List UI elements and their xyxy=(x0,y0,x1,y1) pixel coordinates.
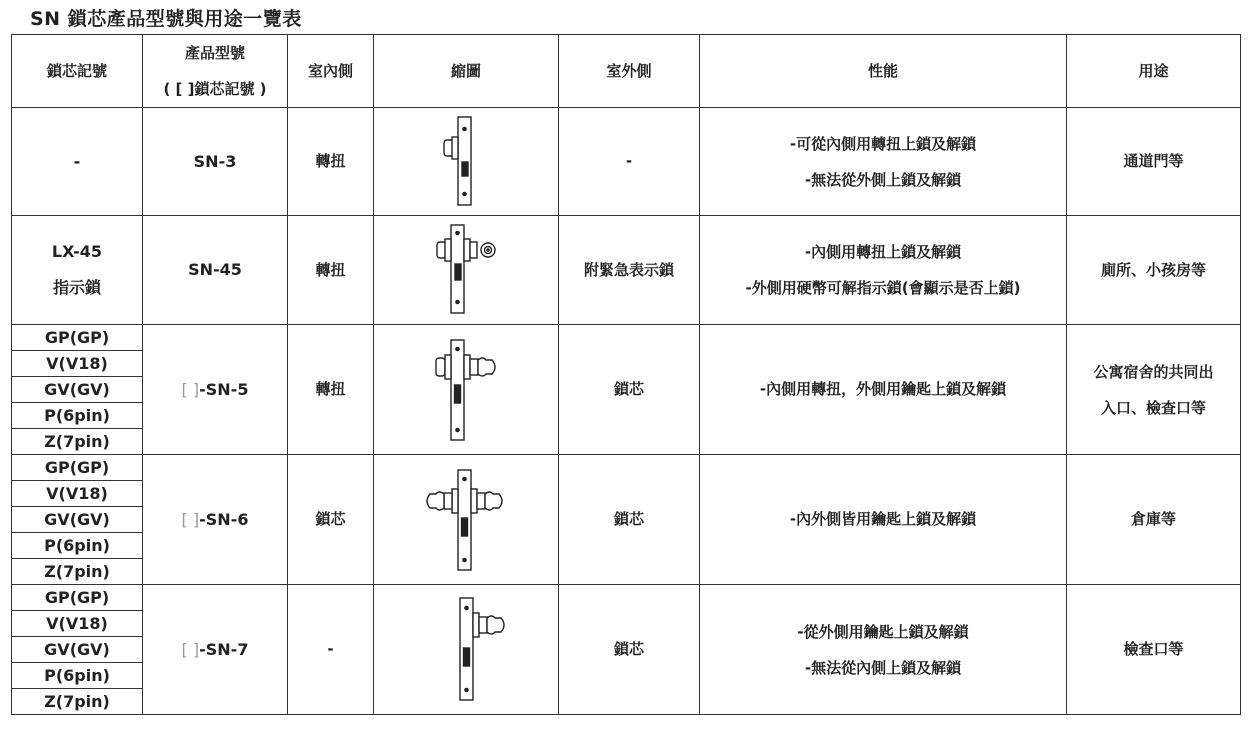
table-header-row xyxy=(12,35,1241,108)
code-cell: Z(7pin) xyxy=(12,689,143,715)
diagram-cell xyxy=(374,585,559,715)
product-table xyxy=(11,34,1241,715)
outside-cell: - xyxy=(559,108,700,216)
code-cell: GV(GV) xyxy=(12,377,143,403)
usage-cell: 廁所、小孩房等 xyxy=(1067,216,1241,325)
table-row xyxy=(12,585,1241,611)
performance-cell: -內外側皆用鑰匙上鎖及解鎖 xyxy=(700,455,1067,585)
header-model-line2: ( [ ]鎖芯記號 ) xyxy=(163,80,267,98)
inside-cell: - xyxy=(288,585,374,715)
model-cell: SN-45 xyxy=(143,216,288,325)
outside-cell: 鎖芯 xyxy=(559,455,700,585)
model-cell: [ ]-SN-6 xyxy=(143,455,288,585)
usage-cell: 倉庫等 xyxy=(1067,455,1241,585)
header-code: 鎖芯記號 xyxy=(12,35,143,108)
code-cell: V(V18) xyxy=(12,351,143,377)
code-cell: P(6pin) xyxy=(12,533,143,559)
usage-cell: 公寓宿舍的共同出 入口、檢查口等 xyxy=(1067,325,1241,455)
diagram-cell xyxy=(374,216,559,325)
header-model xyxy=(143,35,288,108)
model-cell: [ ]-SN-5 xyxy=(143,325,288,455)
diagram-cell xyxy=(374,325,559,455)
inside-cell: 鎖芯 xyxy=(288,455,374,585)
code-cell: LX-45 指示鎖 xyxy=(12,216,143,325)
page-title: SN 鎖芯產品型號與用途一覽表 xyxy=(30,8,302,30)
header-inside: 室內側 xyxy=(288,35,374,108)
table-row xyxy=(12,216,1241,325)
performance-cell: -可從內側用轉扭上鎖及解鎖 -無法從外側上鎖及解鎖 xyxy=(700,108,1067,216)
table-row xyxy=(12,325,1241,351)
model-cell: [ ]-SN-7 xyxy=(143,585,288,715)
sn5-lock-diagram-icon xyxy=(406,330,526,450)
inside-cell: 轉扭 xyxy=(288,325,374,455)
performance-cell: -從外側用鑰匙上鎖及解鎖 -無法從內側上鎖及解鎖 xyxy=(700,585,1067,715)
outside-cell: 鎖芯 xyxy=(559,325,700,455)
code-cell: V(V18) xyxy=(12,481,143,507)
sn6-lock-diagram-icon xyxy=(396,460,536,580)
code-cell: GP(GP) xyxy=(12,455,143,481)
diagram-cell xyxy=(374,455,559,585)
inside-cell: 轉扭 xyxy=(288,216,374,325)
usage-cell: 檢查口等 xyxy=(1067,585,1241,715)
performance-cell: -內側用轉扭上鎖及解鎖 -外側用硬幣可解指示鎖(會顯示是否上鎖) xyxy=(700,216,1067,325)
model-cell: SN-3 xyxy=(143,108,288,216)
table-row xyxy=(12,108,1241,216)
diagram-cell xyxy=(374,108,559,216)
sn3-lock-diagram-icon xyxy=(406,112,526,212)
table-row xyxy=(12,455,1241,481)
code-cell: Z(7pin) xyxy=(12,429,143,455)
code-cell: P(6pin) xyxy=(12,663,143,689)
code-cell: V(V18) xyxy=(12,611,143,637)
performance-cell: -內側用轉扭，外側用鑰匙上鎖及解鎖 xyxy=(700,325,1067,455)
outside-cell: 附緊急表示鎖 xyxy=(559,216,700,325)
code-cell: P(6pin) xyxy=(12,403,143,429)
usage-cell: 通道門等 xyxy=(1067,108,1241,216)
header-outside: 室外側 xyxy=(559,35,700,108)
code-cell: Z(7pin) xyxy=(12,559,143,585)
header-usage: 用途 xyxy=(1067,35,1241,108)
sn45-lock-diagram-icon xyxy=(406,220,526,320)
code-cell: GV(GV) xyxy=(12,507,143,533)
code-cell: GP(GP) xyxy=(12,585,143,611)
code-cell: GP(GP) xyxy=(12,325,143,351)
code-cell: - xyxy=(12,108,143,216)
code-cell: GV(GV) xyxy=(12,637,143,663)
header-performance: 性能 xyxy=(700,35,1067,108)
sn7-lock-diagram-icon xyxy=(406,590,526,710)
inside-cell: 轉扭 xyxy=(288,108,374,216)
header-model-line1: 產品型號 xyxy=(184,44,245,62)
outside-cell: 鎖芯 xyxy=(559,585,700,715)
header-diagram: 縮圖 xyxy=(374,35,559,108)
